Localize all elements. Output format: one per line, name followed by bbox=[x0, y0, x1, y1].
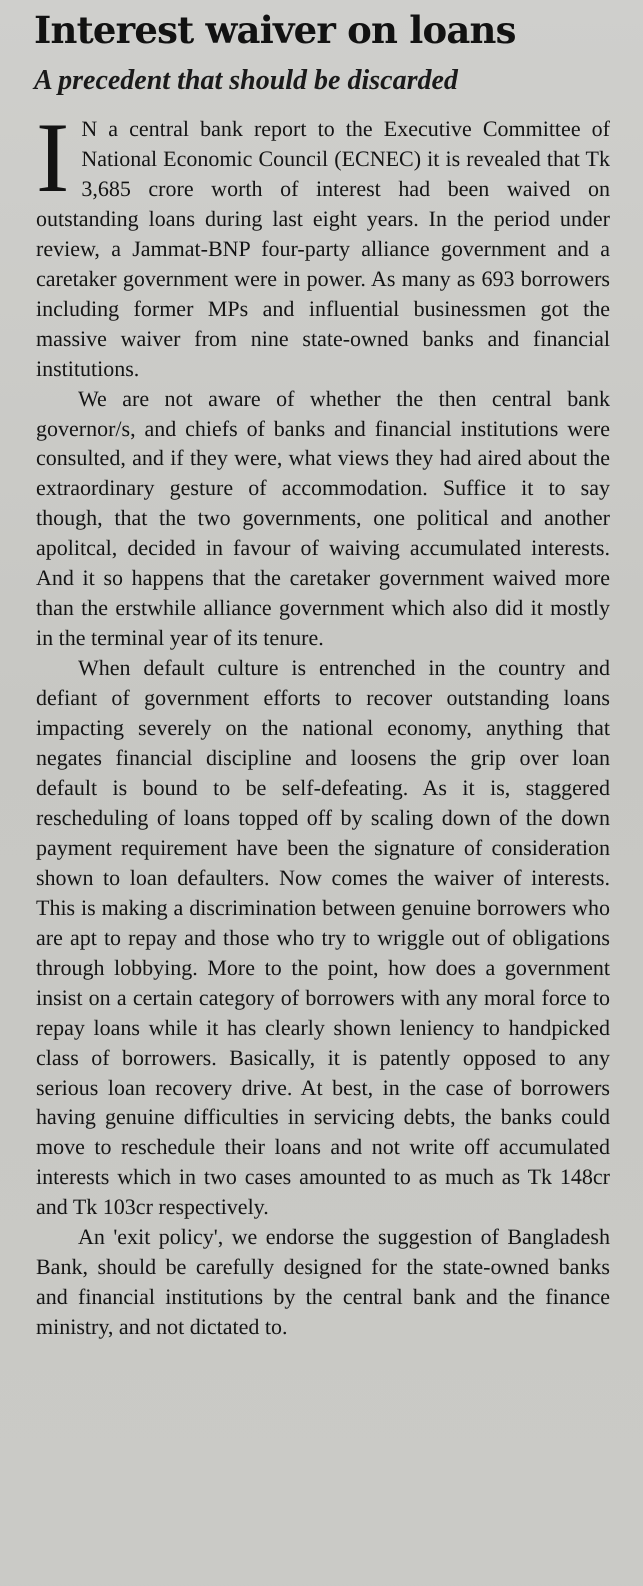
subheadline: A precedent that should be discarded bbox=[34, 65, 458, 96]
article-body bbox=[36, 102, 610, 1342]
page-bottom-edge bbox=[0, 1570, 643, 1586]
paragraph-1 bbox=[36, 102, 610, 384]
paragraph-3: When default culture is entrenched in the country and defiant of government efforts to recover outstanding loans impacting severely on the national economy, anything that negates financial discipline and loosens the grip over loan default is bound to be self-defeating. As it is, staggered rescheduling of loans topped off by scaling down of the down payment requirement have been the signature of consideration shown to loan defaulters. Now comes the waiver of interests. This is making a discrimination between genuine borrowers who are apt to repay and those who try to wriggle out of obligations through lobbying. More to the point, how does a government insist on a certain category of borrowers with any moral force to repay loans while it has clearly shown leniency to handpicked class of borrowers. Basically, it is patently opposed to any serious loan recovery drive. At best, in the case of borrowers having genuine difficulties in servicing debts, the banks could move to reschedule their loans and not write off accumulated interests which in two cases amounted to as much as Tk 148cr and Tk 103cr respectively. bbox=[36, 655, 610, 1220]
paragraph-1-text: N a central bank report to the Executive Committee of National Economic Council (ECNEC) it is revealed that Tk 3,685 crore worth of interest had been waived on outstanding loans during last eight years. In the period under review, a Jammat-BNP four-party alliance government and a caretaker government were in power. As many as 693 borrowers including former MPs and influential businessmen got the massive waiver from nine state-owned banks and financial institutions. bbox=[36, 116, 610, 381]
headline: Interest waiver on loans bbox=[34, 8, 516, 52]
drop-cap: I bbox=[36, 102, 70, 213]
paragraph-4: An 'exit policy', we endorse the suggestion of Bangladesh Bank, should be carefully designed for the state-owned banks and financial institutions by the central bank and the finance ministry, and not dictated to. bbox=[36, 1224, 610, 1340]
paragraph-2: We are not aware of whether the then central bank governor/s, and chiefs of banks and financial institutions were consulted, and if they were, what views they had aired about the extraordinary gesture of accommodation. Suffice it to say though, that the two governments, one political and another apolitcal, decided in favour of waiving accumulated interests. And it so happens that the caretaker government waived more than the erstwhile alliance government which also did it mostly in the terminal year of its tenure. bbox=[36, 385, 610, 651]
